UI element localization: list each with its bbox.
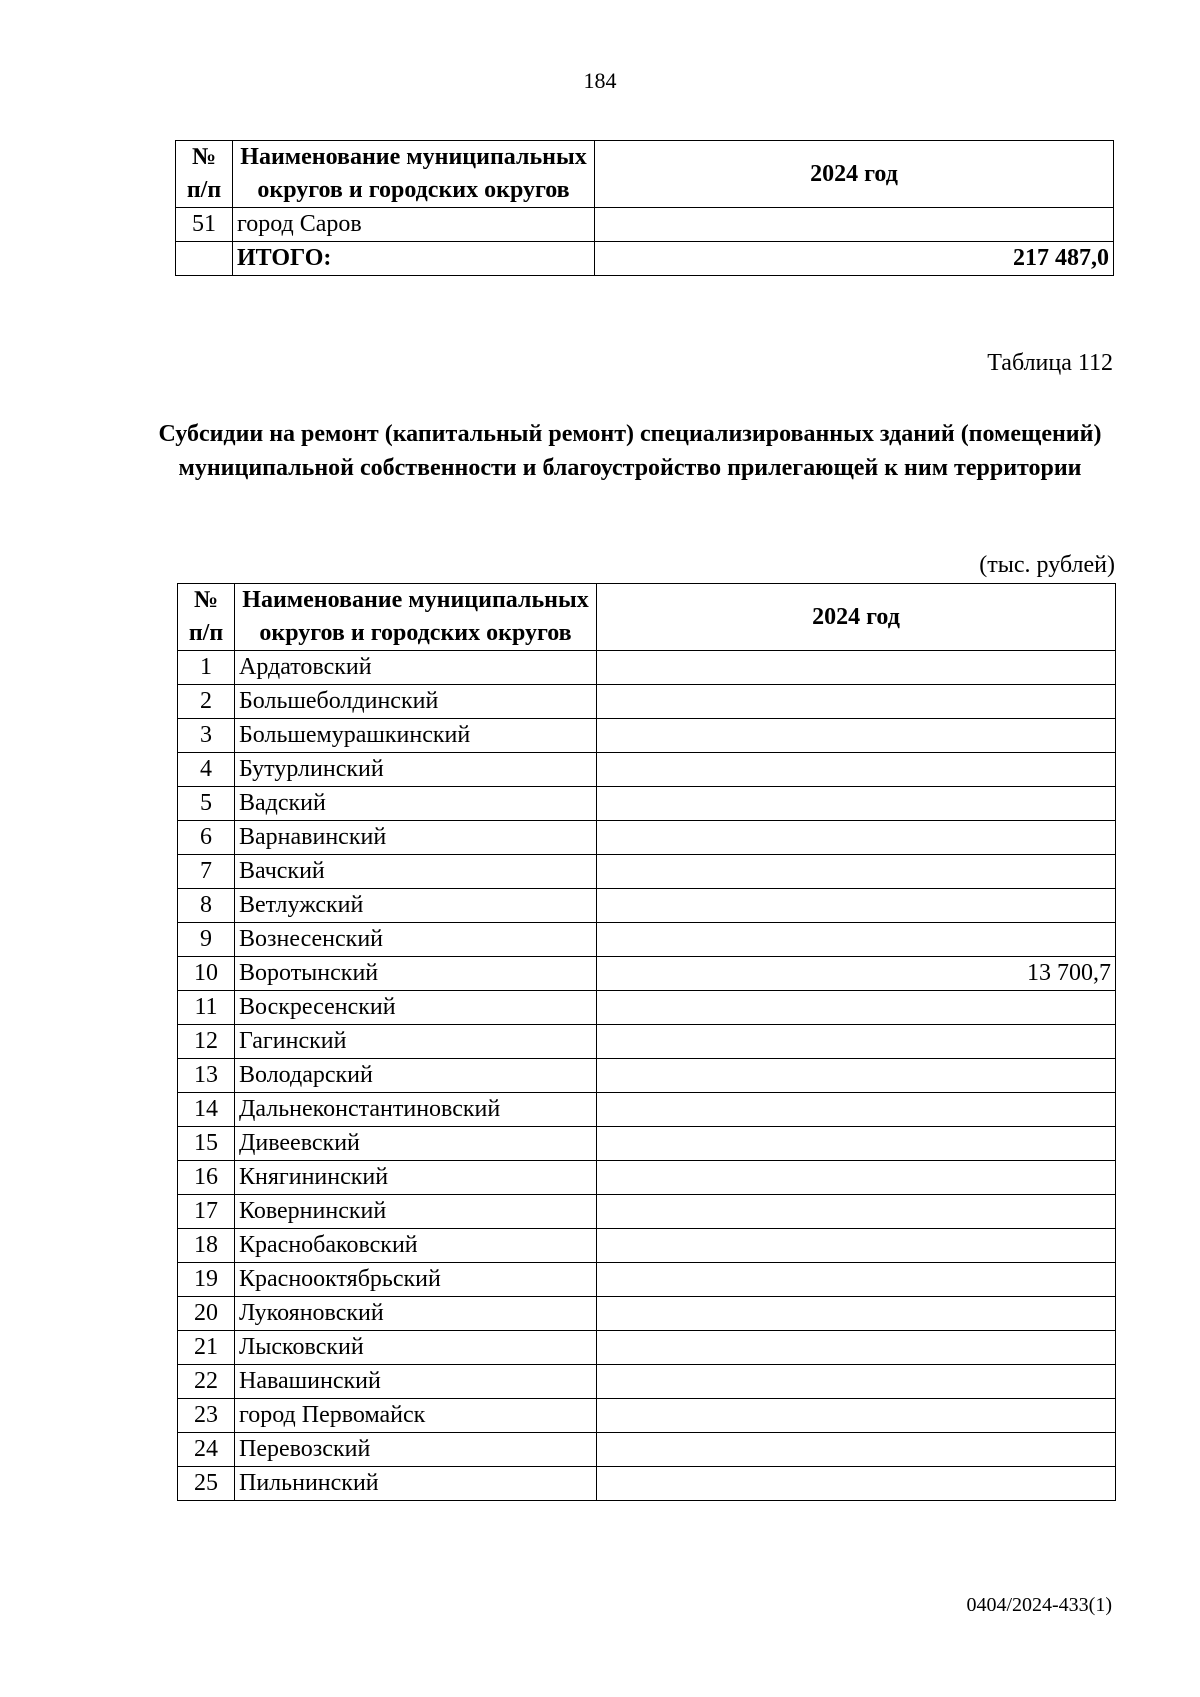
row-name: Варнавинский <box>235 821 597 855</box>
row-value <box>597 1399 1116 1433</box>
row-value <box>595 208 1114 242</box>
row-name: Дивеевский <box>235 1127 597 1161</box>
row-name: Большеболдинский <box>235 685 597 719</box>
row-name: Большемурашкинский <box>235 719 597 753</box>
row-value <box>597 1127 1116 1161</box>
row-name: Вачский <box>235 855 597 889</box>
previous-table-body <box>176 208 1114 276</box>
table-row <box>176 208 1114 242</box>
table-row <box>178 889 1116 923</box>
table-row <box>178 923 1116 957</box>
row-name: Краснобаковский <box>235 1229 597 1263</box>
table-row <box>178 1161 1116 1195</box>
total-label: ИТОГО: <box>233 242 595 276</box>
row-value <box>597 651 1116 685</box>
row-number: 9 <box>178 923 235 957</box>
row-number: 14 <box>178 1093 235 1127</box>
header-year: 2024 год <box>597 584 1116 651</box>
row-name: Лукояновский <box>235 1297 597 1331</box>
table-row <box>178 685 1116 719</box>
row-value <box>597 821 1116 855</box>
table-row <box>178 1297 1116 1331</box>
row-value <box>597 889 1116 923</box>
table-row <box>178 1127 1116 1161</box>
previous-table <box>175 140 1114 276</box>
header-name: Наименование муниципальных округов и городских округов <box>235 584 597 651</box>
row-number: 2 <box>178 685 235 719</box>
row-number: 18 <box>178 1229 235 1263</box>
table-row <box>178 991 1116 1025</box>
table-row <box>178 1059 1116 1093</box>
table-row <box>178 855 1116 889</box>
row-value <box>597 1263 1116 1297</box>
row-name: город Первомайск <box>235 1399 597 1433</box>
row-number: 24 <box>178 1433 235 1467</box>
table-row <box>178 1093 1116 1127</box>
row-number: 3 <box>178 719 235 753</box>
table-header-row <box>178 584 1116 651</box>
row-name: город Саров <box>233 208 595 242</box>
table-row <box>178 1195 1116 1229</box>
row-value <box>597 1161 1116 1195</box>
row-name: Ардатовский <box>235 651 597 685</box>
section-title: Субсидии на ремонт (капитальный ремонт) специализированных зданий (помещений) муниципальной собственности и благоустройство прилегающей к ним территории <box>158 421 1102 481</box>
table-row <box>178 787 1116 821</box>
row-number: 17 <box>178 1195 235 1229</box>
row-number: 12 <box>178 1025 235 1059</box>
row-value <box>597 1025 1116 1059</box>
row-number: 25 <box>178 1467 235 1501</box>
row-number: 1 <box>178 651 235 685</box>
row-value <box>597 685 1116 719</box>
table-row <box>178 821 1116 855</box>
total-value: 217 487,0 <box>595 242 1114 276</box>
table-row <box>178 957 1116 991</box>
row-number: 8 <box>178 889 235 923</box>
row-number: 22 <box>178 1365 235 1399</box>
row-name: Вознесенский <box>235 923 597 957</box>
table-row <box>178 1399 1116 1433</box>
header-name: Наименование муниципальных округов и городских округов <box>233 141 595 208</box>
row-number: 5 <box>178 787 235 821</box>
row-number: 15 <box>178 1127 235 1161</box>
total-number-cell <box>176 242 233 276</box>
row-name: Бутурлинский <box>235 753 597 787</box>
row-number: 6 <box>178 821 235 855</box>
row-value <box>597 753 1116 787</box>
row-value <box>597 1195 1116 1229</box>
row-value <box>597 1331 1116 1365</box>
row-name: Ветлужский <box>235 889 597 923</box>
table-row <box>178 719 1116 753</box>
row-value <box>597 1433 1116 1467</box>
table-header-row <box>176 141 1114 208</box>
row-name: Пильнинский <box>235 1467 597 1501</box>
row-value <box>597 719 1116 753</box>
table-row <box>178 1229 1116 1263</box>
row-value <box>597 1059 1116 1093</box>
row-value <box>597 1229 1116 1263</box>
table-row <box>178 753 1116 787</box>
main-table <box>177 583 1116 1501</box>
row-value <box>597 1093 1116 1127</box>
row-name: Вадский <box>235 787 597 821</box>
table-row <box>178 1263 1116 1297</box>
page-number: 184 <box>583 68 617 93</box>
row-name: Княгининский <box>235 1161 597 1195</box>
row-number: 13 <box>178 1059 235 1093</box>
row-value <box>597 787 1116 821</box>
table-row <box>178 1365 1116 1399</box>
row-number: 19 <box>178 1263 235 1297</box>
row-number: 23 <box>178 1399 235 1433</box>
row-name: Ковернинский <box>235 1195 597 1229</box>
row-number: 16 <box>178 1161 235 1195</box>
row-name: Володарский <box>235 1059 597 1093</box>
row-value <box>597 855 1116 889</box>
table-row <box>178 1467 1116 1501</box>
row-number: 21 <box>178 1331 235 1365</box>
document-code: 0404/2024-433(1) <box>966 1594 1112 1616</box>
row-number: 7 <box>178 855 235 889</box>
row-name: Воротынский <box>235 957 597 991</box>
table-row <box>178 1025 1116 1059</box>
row-number: 51 <box>176 208 233 242</box>
row-number: 10 <box>178 957 235 991</box>
row-name: Дальнеконстантиновский <box>235 1093 597 1127</box>
header-number: № п/п <box>178 584 235 651</box>
row-number: 4 <box>178 753 235 787</box>
row-value: 13 700,7 <box>597 957 1116 991</box>
header-number: № п/п <box>176 141 233 208</box>
main-table-body <box>178 651 1116 1501</box>
row-value <box>597 1297 1116 1331</box>
row-value <box>597 991 1116 1025</box>
table-row <box>178 651 1116 685</box>
row-name: Воскресенский <box>235 991 597 1025</box>
row-number: 11 <box>178 991 235 1025</box>
row-value <box>597 1467 1116 1501</box>
header-year: 2024 год <box>595 141 1114 208</box>
row-name: Гагинский <box>235 1025 597 1059</box>
units-label: (тыс. рублей) <box>979 552 1115 578</box>
row-name: Перевозский <box>235 1433 597 1467</box>
row-value <box>597 1365 1116 1399</box>
row-value <box>597 923 1116 957</box>
row-number: 20 <box>178 1297 235 1331</box>
row-name: Лысковский <box>235 1331 597 1365</box>
table-row <box>178 1331 1116 1365</box>
table-label: Таблица 112 <box>987 350 1113 376</box>
row-name: Навашинский <box>235 1365 597 1399</box>
total-row <box>176 242 1114 276</box>
row-name: Краснооктябрьский <box>235 1263 597 1297</box>
table-row <box>178 1433 1116 1467</box>
